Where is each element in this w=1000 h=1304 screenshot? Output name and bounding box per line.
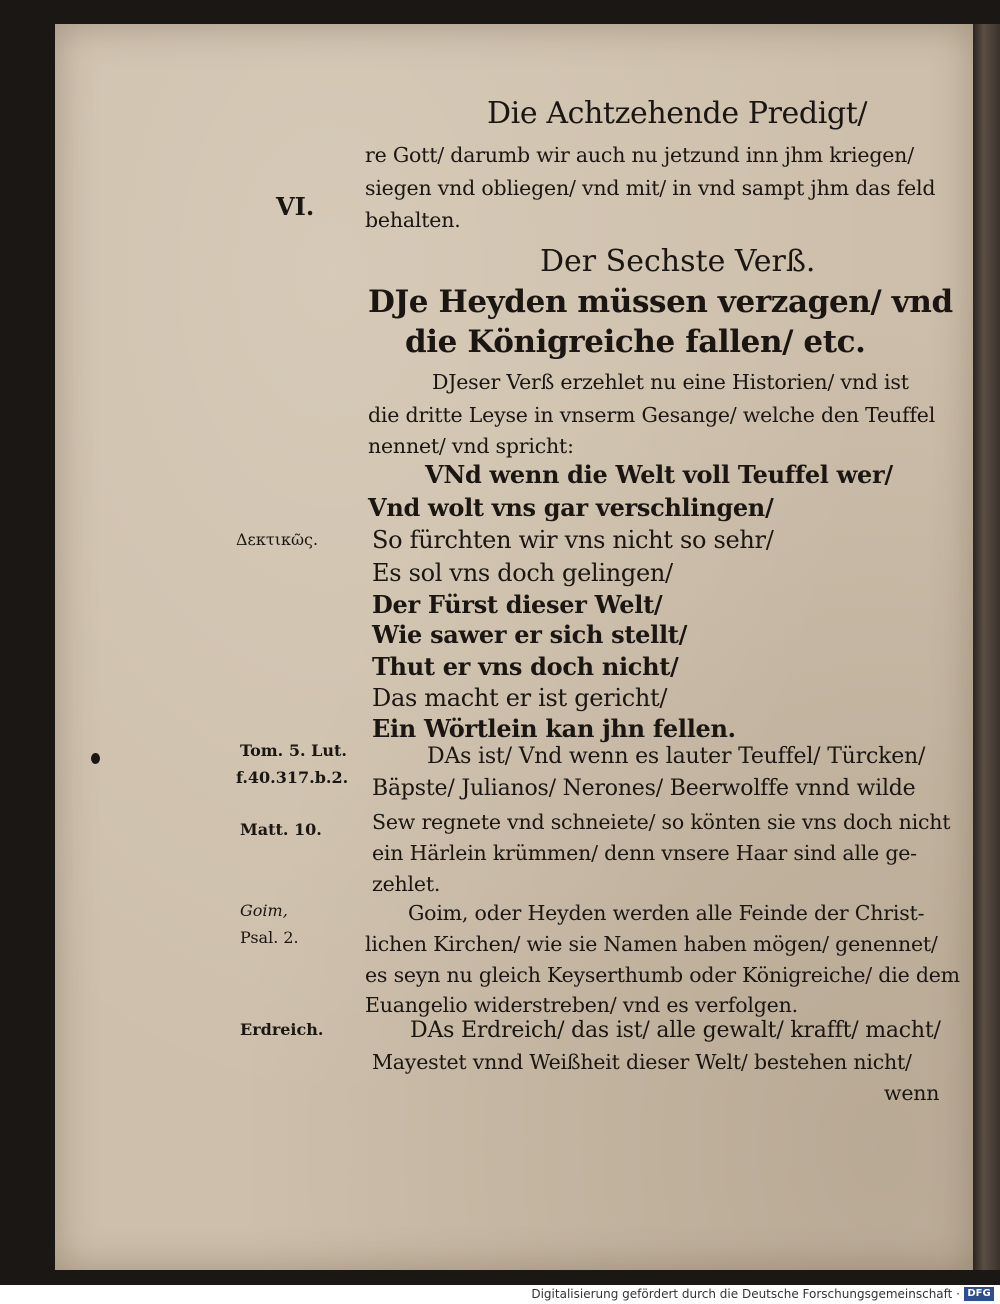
- hymn-line: Vnd wolt vns gar verschlingen/: [368, 493, 774, 522]
- text-line: DAs Erdreich/ das ist/ alle gewalt/ krafft/ macht/: [410, 1018, 941, 1043]
- text-line: siegen vnd obliegen/ vnd mit/ in vnd sampt jhm das feld: [365, 176, 936, 200]
- hymn-line: Wie sawer er sich stellt/: [372, 620, 688, 649]
- hymn-line: Thut er vns doch nicht/: [372, 652, 679, 681]
- catchword: wenn: [884, 1081, 940, 1105]
- margin-greek-note: Δεκτικῶς.: [236, 530, 319, 549]
- text-line: lichen Kirchen/ wie sie Namen haben mögen/ genennet/: [365, 932, 938, 956]
- text-line: Mayestet vnnd Weißheit dieser Welt/ bestehen nicht/: [372, 1050, 912, 1074]
- text-line: es seyn nu gleich Keyserthumb oder Königreiche/ die dem: [365, 963, 960, 987]
- text-line: DAs ist/ Vnd wenn es lauter Teuffel/ Türcken/: [427, 744, 926, 769]
- book-spine: [973, 24, 1000, 1270]
- text-line: Sew regnete vnd schneiete/ so könten sie vns doch nicht: [372, 810, 951, 834]
- hymn-line: So fürchten wir vns nicht so sehr/: [372, 526, 774, 554]
- scripture-quote-line: die Königreiche fallen/ etc.: [405, 324, 866, 360]
- text-line: re Gott/ darumb wir auch nu jetzund inn jhm kriegen/: [365, 143, 914, 167]
- hymn-line: Der Fürst dieser Welt/: [372, 590, 663, 619]
- text-line: Goim, oder Heyden werden alle Feinde der Christ-: [408, 901, 925, 925]
- footer-bar: [0, 1285, 1000, 1304]
- hymn-line: Ein Wörtlein kan jhn fellen.: [372, 714, 736, 743]
- margin-psalm: Psal. 2.: [240, 928, 299, 947]
- footer-credit: Digitalisierung gefördert durch die Deutsche Forschungsgemeinschaft ·: [531, 1287, 960, 1301]
- text-line: zehlet.: [372, 872, 441, 896]
- text-line: ein Härlein krümmen/ denn vnsere Haar sind alle ge-: [372, 841, 917, 865]
- text-line: Bäpste/ Julianos/ Nerones/ Beerwolffe vnnd wilde: [372, 776, 916, 801]
- text-line: die dritte Leyse in vnserm Gesange/ welche den Teuffel: [368, 403, 936, 427]
- text-line: DJeser Verß erzehlet nu eine Historien/ vnd ist: [432, 370, 909, 394]
- hymn-line: Das macht er ist gericht/: [372, 684, 668, 712]
- running-head: Die Achtzehende Predigt/: [487, 96, 868, 131]
- hymn-line: VNd wenn die Welt voll Teuffel wer/: [425, 460, 893, 489]
- margin-section-number: VI.: [276, 192, 315, 221]
- margin-reference-folio: f.40.317.b.2.: [236, 768, 349, 787]
- text-line: Euangelio widerstreben/ vnd es verfolgen.: [365, 993, 798, 1017]
- verse-heading: Der Sechste Verß.: [540, 244, 816, 279]
- margin-goim: Goim,: [240, 901, 288, 920]
- text-line: nennet/ vnd spricht:: [368, 434, 574, 458]
- margin-erdreich: Erdreich.: [240, 1020, 324, 1039]
- margin-reference-tom: Tom. 5. Lut.: [240, 741, 347, 760]
- hymn-line: Es sol vns doch gelingen/: [372, 559, 673, 587]
- dfg-logo: DFG: [964, 1287, 994, 1301]
- ink-blot: [91, 753, 100, 764]
- text-line: behalten.: [365, 208, 461, 232]
- margin-reference-matt: Matt. 10.: [240, 820, 322, 839]
- scripture-quote-line: DJe Heyden müssen verzagen/ vnd: [368, 284, 953, 320]
